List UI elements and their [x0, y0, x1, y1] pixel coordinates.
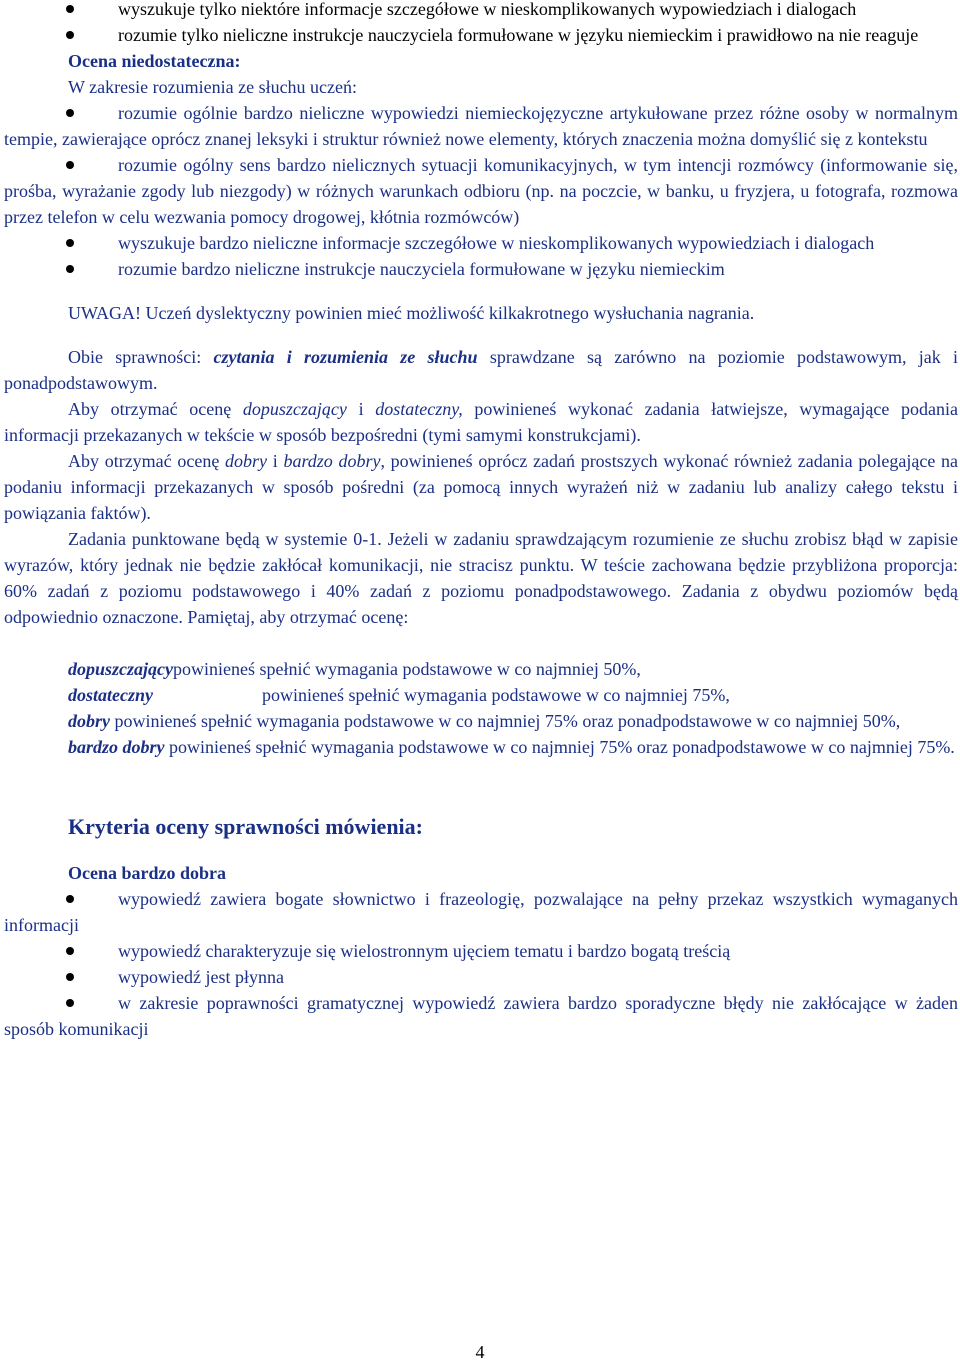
- text: Obie sprawności:: [68, 347, 214, 367]
- text: powinieneś spełnić wymagania podstawowe w co najmniej 75%,: [262, 685, 730, 705]
- document-page: [4, 0, 958, 1042]
- grade-requirement-bardzo-dobry: [4, 734, 958, 760]
- text: sprawdzane są zarówno na poziomie podstawowym, jak i ponadpodstawowym.: [4, 347, 958, 393]
- text: powinieneś spełnić wymagania podstawowe w co najmniej 75% oraz ponadpodstawowe w co najmniej 75%.: [164, 737, 955, 757]
- grade-term: dopuszczający: [242, 399, 347, 419]
- list-item: wypowiedź charakteryzuje się wielostronnym ujęciem tematu i bardzo bogatą treścią: [4, 938, 958, 964]
- grade-heading-insufficient: Ocena niedostateczna:: [68, 51, 241, 71]
- text: powinieneś wykonać zadania łatwiejsze, wymagające podania informacji przekazanych w tekście w sposób bezpośredni (tymi samymi konstrukcjami).: [4, 399, 959, 445]
- text: Aby otrzymać ocenę: [68, 399, 243, 419]
- grade-paragraph-upper: [4, 448, 958, 526]
- grade-term: dopuszczający: [68, 659, 173, 679]
- list-item: rozumie ogólnie bardzo nieliczne wypowiedzi niemieckojęzyczne artykułowane przez różne osoby w normalnym tempie, zawierające oprócz znanej leksyki i struktur również nowe elementy, których znaczenia można domyślić się z kontekstu: [4, 100, 958, 152]
- grade-heading-very-good: Ocena bardzo dobra: [68, 863, 227, 883]
- list-item: wypowiedź jest płynna: [4, 964, 958, 990]
- text: powinieneś spełnić wymagania podstawowe w co najmniej 50%,: [173, 659, 641, 679]
- grade-term: dobry: [225, 451, 268, 471]
- list-item: rozumie bardzo nieliczne instrukcje nauczyciela formułowane w języku niemieckim: [4, 256, 958, 282]
- text: i: [267, 451, 284, 471]
- grade-term: dobry: [68, 711, 110, 731]
- grade-term: bardzo dobry: [68, 737, 165, 757]
- text: , powinieneś oprócz zadań prostszych wykonać również zadania polegające na podaniu informacji przekazanych w sposób pośredni (za pomocą innych wyrażeń niż w zadaniu lub analizy całego tekstu i powiązania faktów).: [4, 451, 959, 523]
- scoring-paragraph: Zadania punktowane będą w systemie 0-1. Jeżeli w zadaniu sprawdzającym rozumienie ze słuchu zrobisz błąd w zapisie wyrazów, który jednak nie będzie zakłócał komunikacji, nie stracisz punktu. W teście zachowana będzie przybliżona proporcja: 60% zadań z poziomu podstawowego i 40% zadań z poziomu ponadpodstawowego. Zadania z obydwu poziomów będą odpowiednio oznaczone. Pamiętaj, aby otrzymać ocenę:: [4, 529, 958, 627]
- list-item: rozumie tylko nieliczne instrukcje nauczyciela formułowane w języku niemieckim i prawidłowo na nie reaguje: [4, 22, 958, 48]
- section-title-speaking: Kryteria oceny sprawności mówienia:: [68, 814, 423, 839]
- list-item: w zakresie poprawności gramatycznej wypowiedź zawiera bardzo sporadyczne błędy nie zakłócające w żaden sposób komunikacji: [4, 990, 958, 1042]
- grade-term: dostateczny,: [375, 399, 463, 419]
- grade-requirement-dostateczny: [4, 682, 958, 708]
- text: powinieneś spełnić wymagania podstawowe w co najmniej 75% oraz ponadpodstawowe w co najmniej 50%,: [110, 711, 901, 731]
- grade-term: bardzo dobry: [283, 451, 381, 471]
- skills-paragraph: [4, 344, 958, 396]
- listening-intro: W zakresie rozumienia ze słuchu uczeń:: [68, 77, 358, 97]
- list-item: wyszukuje tylko niektóre informacje szczegółowe w nieskomplikowanych wypowiedziach i dialogach: [4, 0, 958, 22]
- grade-requirement-dobry: [4, 708, 958, 734]
- page-number: 4: [475, 1342, 485, 1362]
- emphasis: czytania i rozumienia ze słuchu: [213, 347, 478, 367]
- grade-requirement-dopuszczajacy: [4, 656, 958, 682]
- list-item: rozumie ogólny sens bardzo nielicznych sytuacji komunikacyjnych, w tym intencji rozmówcy (informowanie się, prośba, wyrażanie zgody lub niezgody) w różnych warunkach odbioru (np. na poczcie, w banku, u fryzjera, u fotografa, rozmowa przez telefon w celu wezwania pomocy drogowej, kłótnia rozmówców): [4, 152, 958, 230]
- text: Aby otrzymać ocenę: [68, 451, 226, 471]
- list-item: wyszukuje bardzo nieliczne informacje szczegółowe w nieskomplikowanych wypowiedziach i dialogach: [4, 230, 958, 256]
- text: i: [346, 399, 376, 419]
- grade-paragraph-lower: [4, 396, 958, 448]
- dyslexia-note: UWAGA! Uczeń dyslektyczny powinien mieć możliwość kilkakrotnego wysłuchania nagrania.: [68, 303, 755, 323]
- list-item: wypowiedź zawiera bogate słownictwo i frazeologię, pozwalające na pełny przekaz wszystkich wymaganych informacji: [4, 886, 958, 938]
- grade-term: dostateczny: [68, 685, 153, 705]
